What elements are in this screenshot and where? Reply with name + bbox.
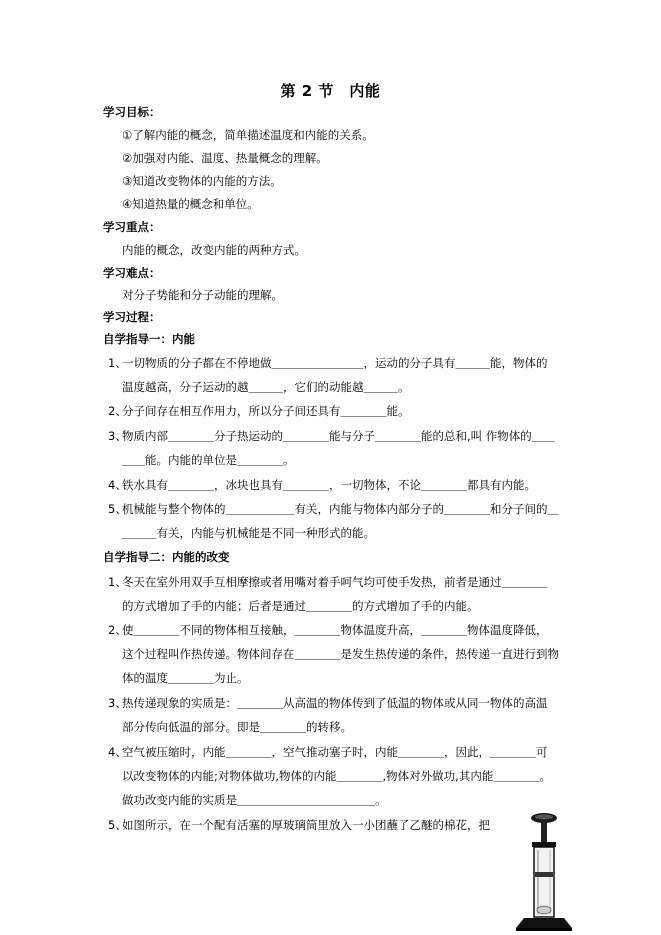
key-points-heading: 学习重点：: [103, 220, 161, 234]
question-text: 如图所示，在一个配有活塞的厚玻璃筒里放入一小团蘸了乙醚的棉花，把: [122, 818, 490, 832]
question-number: 1、: [108, 575, 127, 589]
question-continuation: ＿＿能。内能的单位是＿＿＿＿。: [122, 453, 295, 467]
objective-item: ③知道改变物体的内能的方法。: [122, 174, 282, 188]
question-number: 3、: [108, 696, 127, 710]
question-continuation: ＿＿＿有关，内能与机械能是不同一种形式的能。: [122, 526, 375, 540]
objective-item: ①了解内能的概念，简单描述温度和内能的关系。: [122, 128, 374, 142]
question-text: 热传递现象的实质是：＿＿＿＿从高温的物体传到了低温的物体或从同一物体的高温: [122, 696, 548, 710]
question-number: 2、: [108, 404, 127, 418]
question-number: 2、: [108, 623, 127, 637]
question-continuation: 温度越高，分子运动的越＿＿＿，它们的动能越＿＿＿。: [122, 380, 410, 394]
process-heading: 学习过程：: [103, 310, 161, 324]
page-title: 第 2 节 内能: [280, 82, 381, 100]
question-number: 5、: [108, 502, 127, 516]
question-text: 空气被压缩时，内能＿＿＿＿，空气推动塞子时，内能＿＿＿＿，因此，＿＿＿＿可: [122, 745, 548, 759]
question-text: 一切物质的分子都在不停地做＿＿＿＿＿＿＿＿，运动的分子具有＿＿＿能，物体的: [122, 356, 548, 370]
glass-cylinder-piston-figure: [512, 812, 576, 932]
question-number: 1、: [108, 356, 127, 370]
objective-item: ④知道热量的概念和单位。: [122, 197, 259, 211]
difficulties-heading: 学习难点：: [103, 266, 161, 280]
question-text: 使＿＿＿＿不同的物体相互接触，＿＿＿＿物体温度升高，＿＿＿＿物体温度降低，: [122, 623, 548, 637]
question-text: 分子间存在相互作用力，所以分子间还具有＿＿＿＿能。: [122, 404, 410, 418]
question-number: 3、: [108, 429, 127, 443]
question-continuation: 部分传向低温的部分。即是＿＿＿＿的转移。: [122, 720, 352, 734]
question-continuation: 以改变物体的内能;对物体做功,物体的内能＿＿＿＿,物体对外做功,其内能＿＿＿＿。: [122, 769, 551, 783]
difficulties-text: 对分子势能和分子动能的理解。: [122, 288, 283, 302]
guide1-heading: 自学指导一：内能: [103, 332, 195, 346]
question-continuation: 体的温度＿＿＿＿为止。: [122, 671, 249, 685]
objective-item: ②加强对内能、温度、热量概念的理解。: [122, 151, 328, 165]
key-points-text: 内能的概念，改变内能的两种方式。: [122, 243, 306, 257]
question-number: 5、: [108, 818, 127, 832]
question-text: 冬天在室外用双手互相摩擦或者用嘴对着手呵气均可使手发热，前者是通过＿＿＿＿: [122, 575, 548, 589]
question-number: 4、: [108, 745, 127, 759]
question-text: 物质内部＿＿＿＿分子热运动的＿＿＿＿能与分子＿＿＿＿能的总和,叫 作物体的＿＿: [122, 429, 555, 443]
question-continuation: 的方式增加了手的内能；后者是通过＿＿＿＿的方式增加了手的内能。: [122, 599, 479, 613]
question-continuation: 这个过程叫作热传递。物体间存在＿＿＿＿是发生热传递的条件，热传递一直进行到物: [122, 647, 559, 661]
question-continuation: 做功改变内能的实质是＿＿＿＿＿＿＿＿＿＿＿＿。: [122, 793, 387, 807]
question-text: 机械能与整个物体的＿＿＿＿＿＿有关，内能与物体内部分子的＿＿＿＿和分子间的＿: [122, 502, 559, 516]
objectives-heading: 学习目标：: [103, 105, 161, 119]
guide2-heading: 自学指导二：内能的改变: [103, 550, 230, 564]
question-text: 铁水具有＿＿＿＿，冰块也具有＿＿＿＿，一切物体，不论＿＿＿＿都具有内能。: [122, 478, 536, 492]
question-number: 4、: [108, 478, 127, 492]
